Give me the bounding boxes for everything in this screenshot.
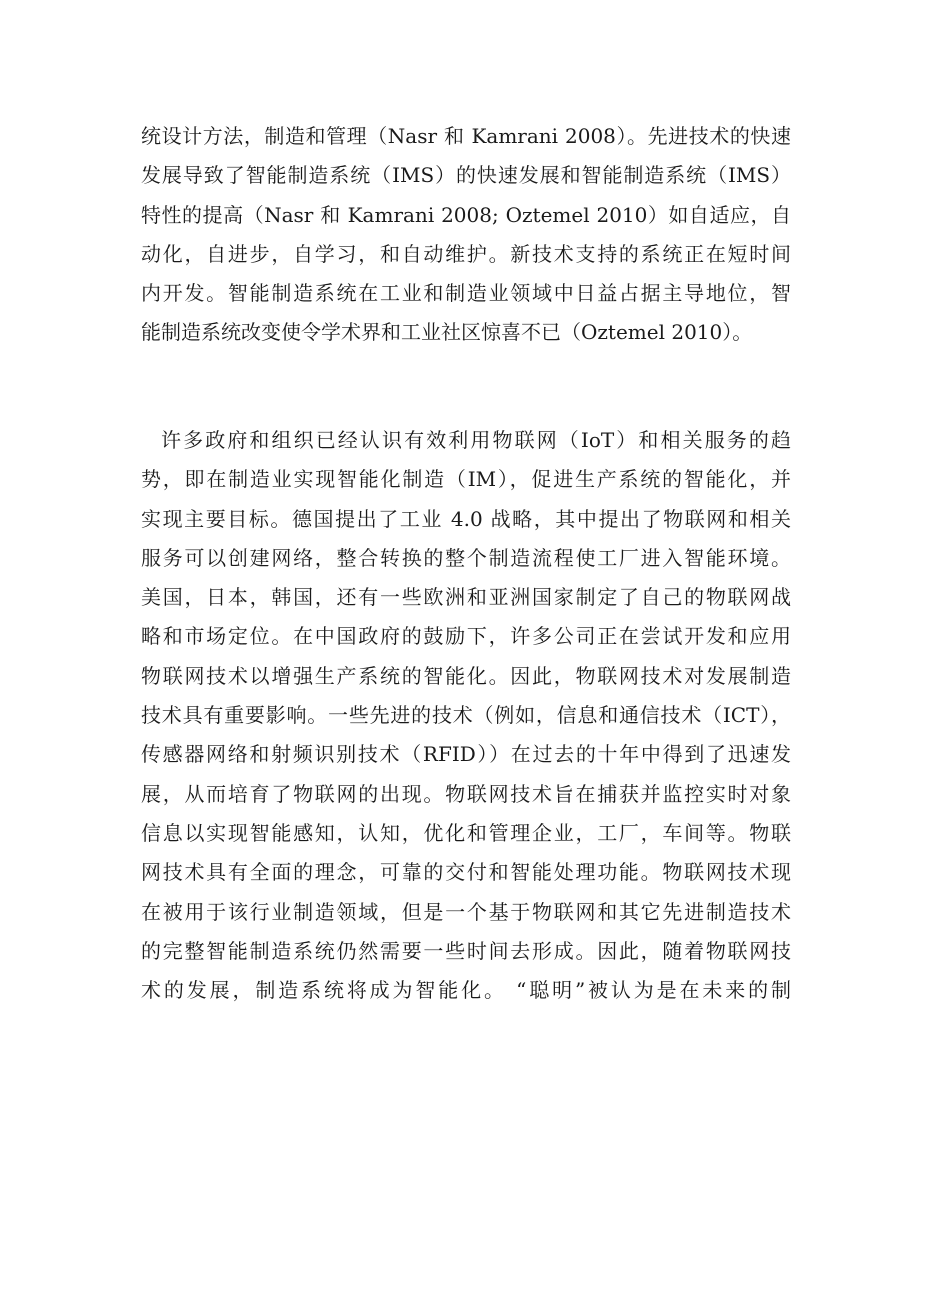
paragraph-2-line: 的完整智能制造系统仍然需要一些时间去形成。因此，随着物联网技: [141, 938, 791, 963]
paragraph-2: [141, 421, 791, 1010]
paragraph-2-line: 术的发展，制造系统将成为智能化。 “聪明”被认为是在未来的制: [141, 978, 791, 1003]
paragraph-2-line: 服务可以创建网络，整合转换的整个制造流程使工厂进入智能环境。: [141, 545, 791, 570]
paragraph-2-line: 美国，日本，韩国，还有一些欧洲和亚洲国家制定了自己的物联网战: [141, 585, 791, 610]
paragraph-2-line: 势，即在制造业实现智能化制造（IM），促进生产系统的智能化，并: [141, 467, 791, 492]
paragraph-2-line: 物联网技术以增强生产系统的智能化。因此，物联网技术对发展制造: [141, 663, 791, 688]
paragraph-2-line: 展，从而培育了物联网的出现。物联网技术旨在捕获并监控实时对象: [141, 781, 791, 806]
paragraph-1-line: 统设计方法，制造和管理（Nasr 和 Kamrani 2008）。先进技术的快速: [141, 124, 791, 148]
paragraph-2-line: 技术具有重要影响。一些先进的技术（例如，信息和通信技术（ICT），: [141, 703, 791, 728]
paragraph-1-line: 内开发。智能制造系统在工业和制造业领域中日益占据主导地位，智: [141, 281, 791, 306]
paragraph-2-line: 略和市场定位。在中国政府的鼓励下，许多公司正在尝试开发和应用: [141, 624, 791, 649]
paragraph-2-line: 在被用于该行业制造领域，但是一个基于物联网和其它先进制造技术: [141, 899, 791, 924]
paragraph-2-line: 网技术具有全面的理念，可靠的交付和智能处理功能。物联网技术现: [141, 860, 791, 885]
paragraph-1-line: 特性的提高（Nasr 和 Kamrani 2008; Oztemel 2010）如自适应，自: [141, 202, 791, 227]
paragraph-2-line: 实现主要目标。德国提出了工业 4.0 战略，其中提出了物联网和相关: [141, 506, 791, 531]
paragraph-1-line: 发展导致了智能制造系统（IMS）的快速发展和智能制造系统（IMS）: [141, 163, 791, 188]
paragraph-2-line: 信息以实现智能感知，认知，优化和管理企业，工厂，车间等。物联: [141, 820, 791, 845]
paragraph-1: [141, 117, 791, 353]
paragraph-1-line: 能制造系统改变使令学术界和工业社区惊喜不已（Oztemel 2010）。: [141, 320, 753, 345]
paragraph-1-line: 动化，自进步，自学习，和自动维护。新技术支持的系统正在短时间: [141, 241, 791, 266]
paragraph-2-line: 传感器网络和射频识别技术（RFID））在过去的十年中得到了迅速发: [141, 742, 791, 767]
paragraph-2-line: 许多政府和组织已经认识有效利用物联网（IoT）和相关服务的趋: [161, 428, 791, 452]
